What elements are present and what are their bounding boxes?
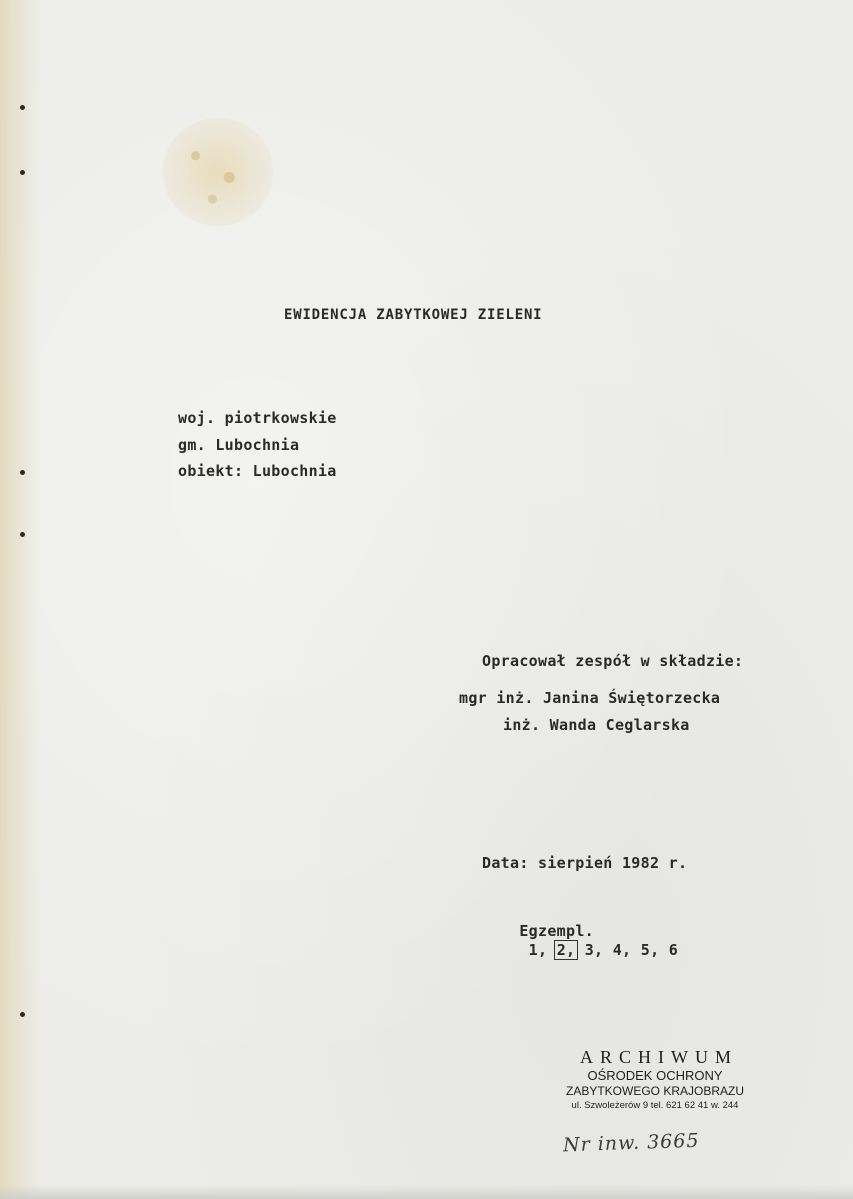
paper-left-edge (0, 0, 40, 1199)
location-commune: gm. Lubochnia (178, 436, 300, 454)
punch-mark (20, 170, 25, 175)
author-1: mgr inż. Janina Świętorzecka (459, 689, 721, 707)
paper-stain (162, 118, 274, 226)
stamp-org-line-1: OŚRODEK OCHRONY (587, 1068, 723, 1083)
stamp-address: ul. Szwoleżerów 9 tel. 621 62 41 w. 244 (571, 1100, 739, 1111)
copy-number: 5, (640, 941, 660, 959)
copy-number: 6 (668, 941, 679, 959)
punch-mark (20, 532, 25, 537)
archive-stamp (544, 1048, 766, 1111)
location-object: obiekt: Lubochnia (178, 462, 337, 480)
punch-mark (20, 470, 25, 475)
stamp-org-line-2: ZABYTKOWEGO KRAJOBRAZU (565, 1084, 745, 1098)
document-title: EWIDENCJA ZABYTKOWEJ ZIELENI (284, 307, 543, 323)
punch-mark (20, 1012, 25, 1017)
author-2: inż. Wanda Ceglarska (503, 716, 690, 734)
copy-number: 1, (528, 941, 548, 959)
copies-label: Egzempl. (519, 922, 594, 940)
stamp-title: ARCHIWUM (580, 1047, 738, 1067)
punch-mark (20, 105, 25, 110)
date-line: Data: sierpień 1982 r. (482, 854, 688, 872)
authors-heading: Opracował zespół w składzie: (482, 652, 744, 670)
paper-bottom-edge (0, 1185, 853, 1199)
copy-number: 3, (584, 941, 604, 959)
copy-number: 4, (612, 941, 632, 959)
location-voivodeship: woj. piotrkowskie (178, 409, 337, 427)
copies-line (482, 904, 678, 978)
copy-number-marked: 2, (554, 940, 579, 960)
handwritten-inventory-number: Nr inw. 3665 (562, 1129, 700, 1157)
copy-numbers (519, 941, 678, 959)
